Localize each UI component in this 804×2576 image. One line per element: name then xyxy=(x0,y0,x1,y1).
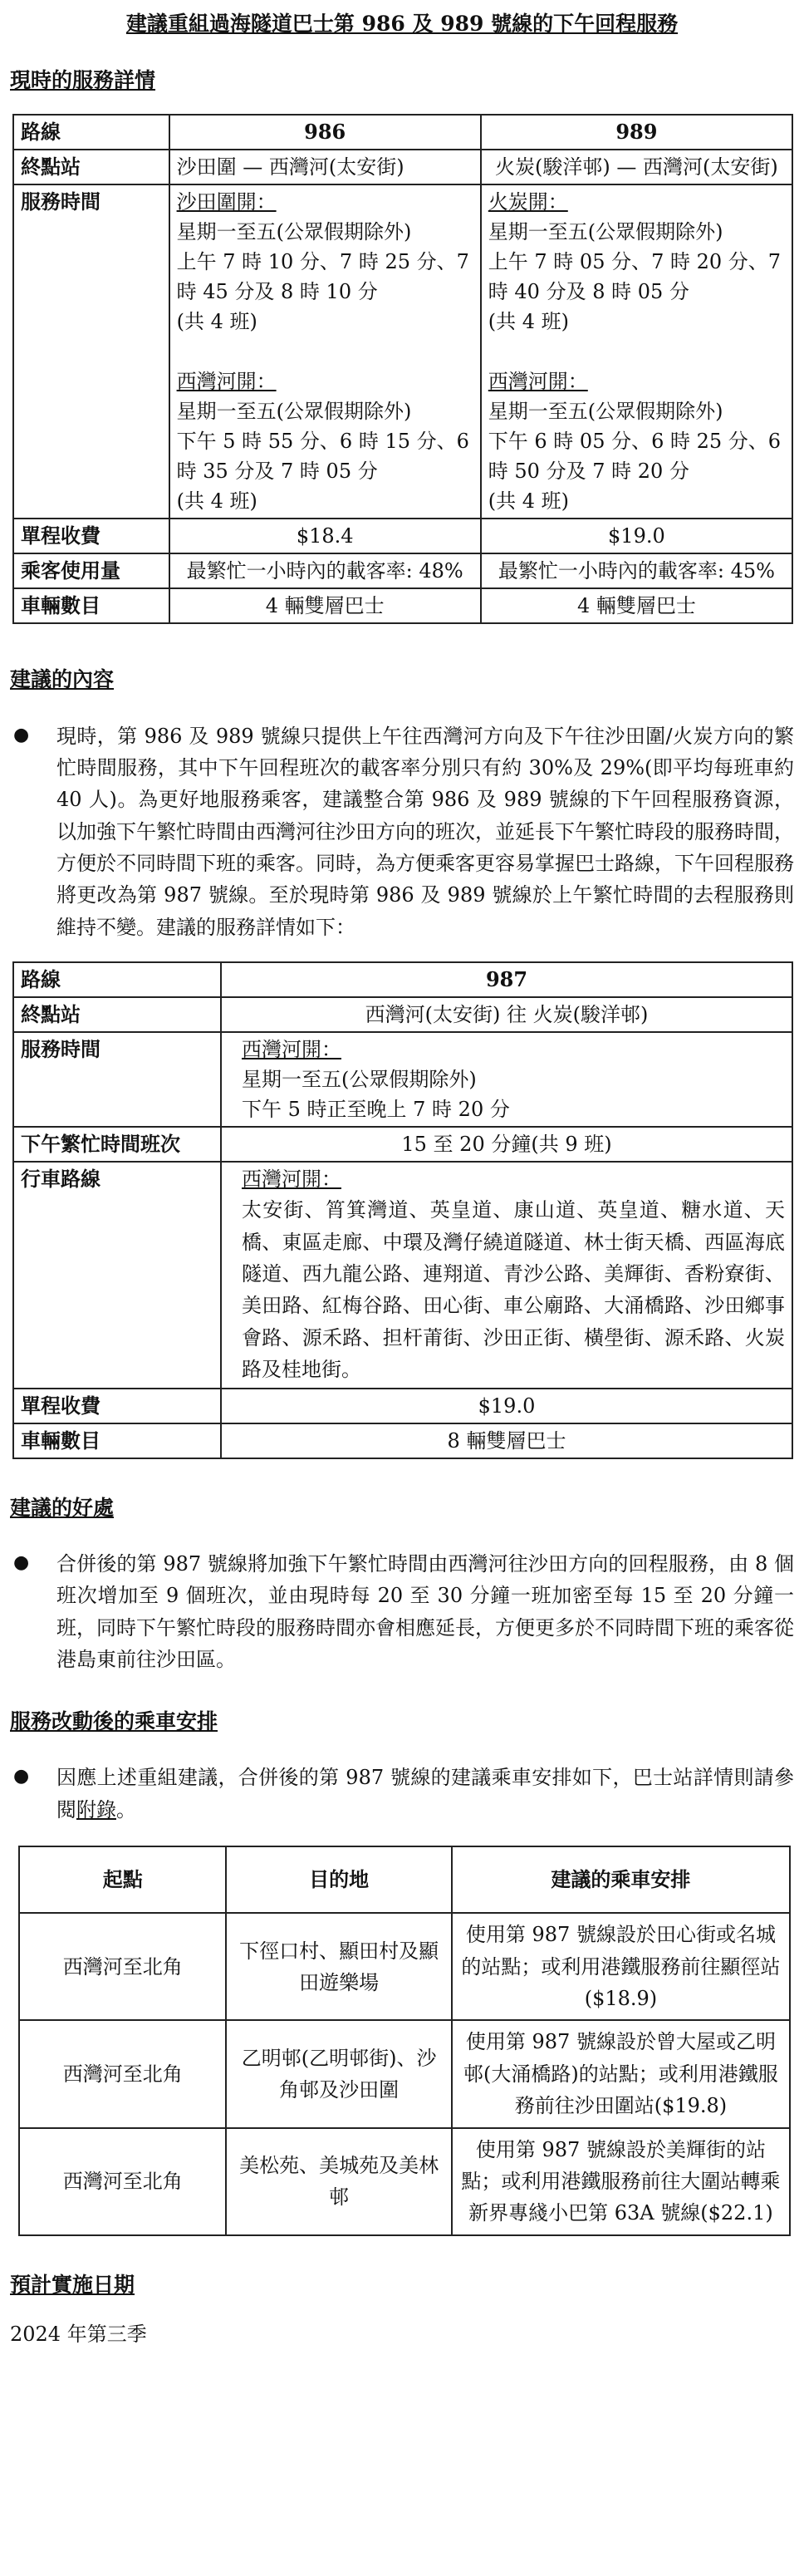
table-row xyxy=(13,997,792,1032)
proposal-text: 現時，第 986 及 989 號線只提供上午往西灣河方向及下午往沙田圍/火炭方向的繁忙時間服務，其中下午回程班次的載客率分別只有約 30%及 29%(即平均每班車約 40 人)。為更好地服務乘客，建議整合第 986 及 989 號線的下午回程服務資源，以加強下午繁忙時間由西灣河往沙田方向的班次，並延長下午繁忙時段的服務時間，方便於不同時間下班的乘客。同時，為方便乘客更容易掌握巴士路線，下午回程服務將更改為第 987 號線。至於現時第 986 及 989 號線於上午繁忙時間的去程服務則維持不變。建議的服務詳情如下： xyxy=(56,724,794,939)
table-row xyxy=(19,1913,790,2020)
new-hours-label: 服務時間 xyxy=(13,1032,221,1127)
table-row xyxy=(13,588,792,623)
table-row xyxy=(13,115,792,150)
table-row xyxy=(13,1423,792,1458)
row-arrangement: 使用第 987 號線設於田心街或名城的站點；或利用港鐵服務前往顯徑站($18.9) xyxy=(452,1913,790,2020)
usage-989: 最繁忙一小時內的載客率: 45% xyxy=(481,553,792,588)
arrangements-text-after: 。 xyxy=(116,1797,136,1821)
implementation-heading: 預計實施日期 xyxy=(10,2272,135,2297)
table-row xyxy=(13,1032,792,1127)
hours-989 xyxy=(481,184,792,519)
row-arrangement: 使用第 987 號線設於美輝街的站點；或利用港鐵服務前往大圍站轉乘新界專綫小巴第 63A 號線($22.1) xyxy=(452,2128,790,2235)
new-fleet-label: 車輛數目 xyxy=(13,1423,221,1458)
bullet-icon: ● xyxy=(13,1766,30,1787)
new-fare: $19.0 xyxy=(221,1389,792,1423)
table-header-row xyxy=(19,1846,790,1913)
proposal-heading: 建議的內容 xyxy=(10,667,115,691)
appendix-link[interactable]: 附錄 xyxy=(76,1797,116,1821)
table-row xyxy=(13,553,792,588)
proposal-bullet-item xyxy=(13,720,794,944)
column-header-origin: 起點 xyxy=(19,1846,226,1913)
benefits-heading: 建議的好處 xyxy=(10,1495,115,1520)
bullet-icon: ● xyxy=(13,1552,30,1574)
new-hours-days: 星期一至五(公眾假期除外) xyxy=(242,1068,477,1092)
fare-989: $19.0 xyxy=(481,519,792,553)
new-hours xyxy=(221,1032,792,1127)
new-fleet: 8 輛雙層巴士 xyxy=(221,1423,792,1458)
routing-label: 行車路線 xyxy=(13,1162,221,1388)
hours-986-pm-count: (共 4 班) xyxy=(176,489,257,513)
fleet-label: 車輛數目 xyxy=(13,588,169,623)
routing-cell xyxy=(221,1162,792,1388)
table-row xyxy=(19,2128,790,2235)
hours-986-am-days: 星期一至五(公眾假期除外) xyxy=(176,220,412,243)
hours-label: 服務時間 xyxy=(13,184,169,519)
table-row xyxy=(13,184,792,519)
hours-986 xyxy=(169,184,481,519)
fleet-986: 4 輛雙層巴士 xyxy=(169,588,481,623)
hours-989-am-times: 上午 7 時 05 分、7 時 20 分、7 時 40 分及 8 時 05 分 xyxy=(488,250,782,303)
route-989-header: 989 xyxy=(481,115,792,150)
hours-986-am-times: 上午 7 時 10 分、7 時 25 分、7 時 45 分及 8 時 10 分 xyxy=(176,250,469,303)
new-route-label: 路線 xyxy=(13,962,221,997)
bullet-icon: ● xyxy=(13,724,30,745)
table-row xyxy=(13,519,792,553)
new-hours-time: 下午 5 時正至晚上 7 時 20 分 xyxy=(242,1098,510,1122)
arrangements-table xyxy=(18,1846,791,2236)
new-terminus-label: 終點站 xyxy=(13,997,221,1032)
row-destination: 下徑口村、顯田村及顯田遊樂場 xyxy=(226,1913,451,2020)
arrangements-text-before: 因應上述重組建議，合併後的第 987 號線的建議乘車安排如下，巴士站詳情則請參閱 xyxy=(56,1766,794,1821)
routing-head: 西灣河開： xyxy=(242,1168,341,1192)
fare-986: $18.4 xyxy=(169,519,481,553)
hours-989-pm-times: 下午 6 時 05 分、6 時 25 分、6 時 50 分及 7 時 20 分 xyxy=(488,430,782,483)
row-arrangement: 使用第 987 號線設於曾大屋或乙明邨(大涌橋路)的站點；或利用港鐵服務前往沙田圍站($19.8) xyxy=(452,2020,790,2127)
table-row xyxy=(13,1389,792,1423)
document-title: 建議重組過海隧道巴士第 986 及 989 號線的下午回程服務 xyxy=(125,12,679,36)
fare-label: 單程收費 xyxy=(13,519,169,553)
benefits-bullet-item xyxy=(13,1548,794,1676)
route-986-header: 986 xyxy=(169,115,481,150)
row-origin: 西灣河至北角 xyxy=(19,2128,226,2235)
implementation-date: 2024 年第三季 xyxy=(10,2323,147,2347)
route-label: 路線 xyxy=(13,115,169,150)
new-route-number: 987 xyxy=(221,962,792,997)
row-origin: 西灣河至北角 xyxy=(19,1913,226,2020)
proposed-route-table xyxy=(12,961,793,1458)
fleet-989: 4 輛雙層巴士 xyxy=(481,588,792,623)
hours-986-am-count: (共 4 班) xyxy=(176,310,257,333)
hours-989-am-days: 星期一至五(公眾假期除外) xyxy=(488,220,723,243)
terminus-986: 沙田圍 — 西灣河(太安街) xyxy=(169,150,481,184)
column-header-destination: 目的地 xyxy=(226,1846,451,1913)
table-row xyxy=(19,2020,790,2127)
arrangements-text xyxy=(56,1762,794,1826)
usage-986: 最繁忙一小時內的載客率: 48% xyxy=(169,553,481,588)
row-origin: 西灣河至北角 xyxy=(19,2020,226,2127)
column-header-arrangement: 建議的乘車安排 xyxy=(452,1846,790,1913)
table-row xyxy=(13,962,792,997)
peak-frequency: 15 至 20 分鐘(共 9 班) xyxy=(221,1127,792,1162)
current-service-heading: 現時的服務詳情 xyxy=(10,67,156,92)
hours-989-am-head: 火炭開： xyxy=(488,190,568,214)
hours-986-pm-days: 星期一至五(公眾假期除外) xyxy=(176,400,412,423)
terminus-989: 火炭(駿洋邨) — 西灣河(太安街) xyxy=(481,150,792,184)
table-row xyxy=(13,1162,792,1388)
routing-text: 太安街、筲箕灣道、英皇道、康山道、英皇道、糖水道、天橋、東區走廊、中環及灣仔繞道隧道、林士街天橋、西區海底隧道、西九龍公路、連翔道、青沙公路、美輝街、香粉寮街、美田路、紅梅谷路、田心街、車公廟路、大涌橋路、沙田鄉事會路、源禾路、担杆莆街、沙田正街、橫壆街、源禾路、火炭路及桂地街。 xyxy=(242,1198,785,1382)
hours-989-am-count: (共 4 班) xyxy=(488,310,570,333)
benefits-text: 合併後的第 987 號線將加強下午繁忙時間由西灣河往沙田方向的回程服務，由 8 個班次增加至 9 個班次，並由現時每 20 至 30 分鐘一班加密至每 15 至 20 分鐘一班，同時下午繁忙時段的服務時間亦會相應延長，方便更多於不同時間下班的乘客從港島東前往沙田區。 xyxy=(56,1552,794,1672)
peak-frequency-label: 下午繁忙時間班次 xyxy=(13,1127,221,1162)
hours-989-pm-count: (共 4 班) xyxy=(488,489,570,513)
table-row xyxy=(13,1127,792,1162)
new-fare-label: 單程收費 xyxy=(13,1389,221,1423)
row-destination: 乙明邨(乙明邨街)、沙角邨及沙田圍 xyxy=(226,2020,451,2127)
hours-986-pm-head: 西灣河開： xyxy=(176,370,277,393)
terminus-label: 終點站 xyxy=(13,150,169,184)
hours-986-am-head: 沙田圍開： xyxy=(176,190,277,214)
row-destination: 美松苑、美城苑及美林邨 xyxy=(226,2128,451,2235)
hours-989-pm-days: 星期一至五(公眾假期除外) xyxy=(488,400,723,423)
hours-989-pm-head: 西灣河開： xyxy=(488,370,588,393)
current-service-table xyxy=(12,114,793,624)
arrangements-bullet-item xyxy=(13,1762,794,1826)
arrangements-heading: 服務改動後的乘車安排 xyxy=(10,1708,218,1733)
new-terminus: 西灣河(太安街) 往 火炭(駿洋邨) xyxy=(221,997,792,1032)
usage-label: 乘客使用量 xyxy=(13,553,169,588)
hours-986-pm-times: 下午 5 時 55 分、6 時 15 分、6 時 35 分及 7 時 05 分 xyxy=(176,430,469,483)
table-row xyxy=(13,150,792,184)
new-hours-head: 西灣河開： xyxy=(242,1038,341,1062)
